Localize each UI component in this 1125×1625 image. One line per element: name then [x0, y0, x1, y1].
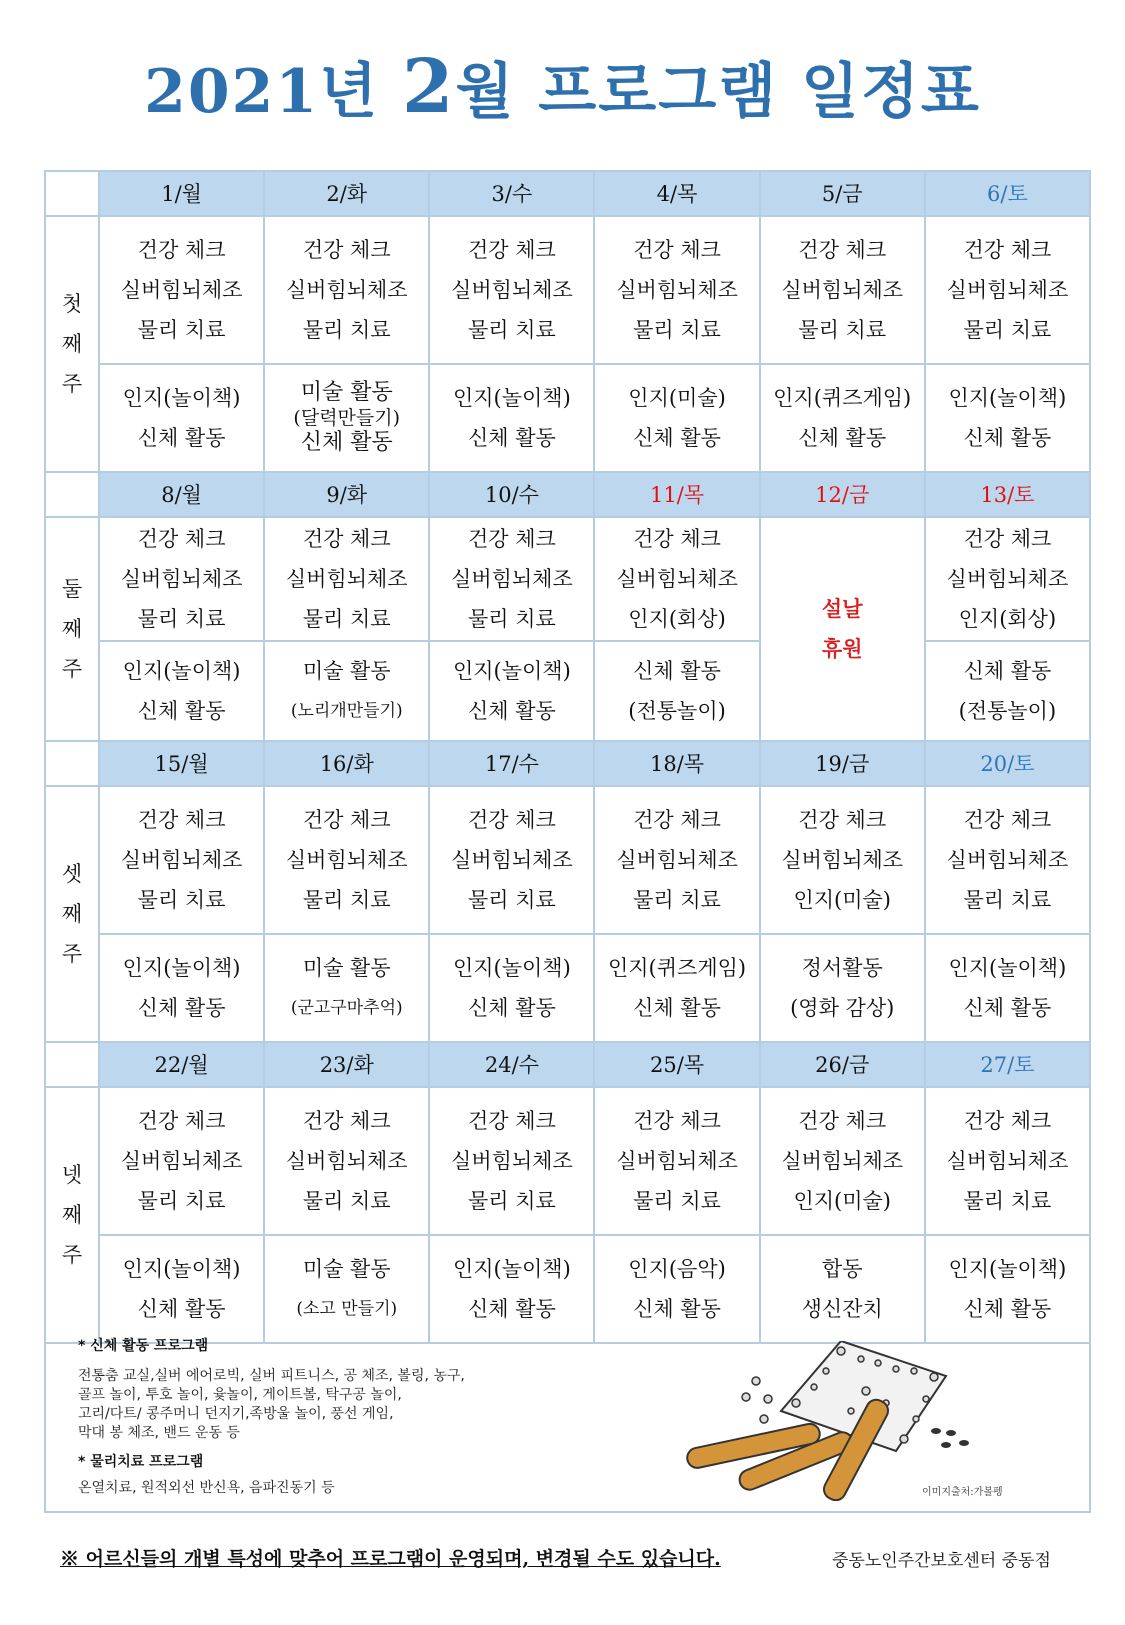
week-label: [45, 517, 99, 741]
day-header: 23/화: [264, 1042, 429, 1087]
morning-cell: [99, 216, 264, 364]
morning-cell: [925, 786, 1090, 934]
activity: 인지(미술): [628, 386, 726, 410]
activity: 실버힘뇌체조: [616, 848, 738, 872]
activity: 건강 체크: [137, 1109, 226, 1133]
activity: 물리 치료: [137, 607, 226, 631]
activity: 신체 활동: [633, 426, 721, 450]
schedule-table: [44, 170, 1091, 1344]
activity: 신체 활동: [963, 426, 1052, 450]
activity: 신체 활동: [467, 426, 556, 450]
morning-cell: [99, 517, 264, 641]
week-label-char: 째: [61, 332, 83, 356]
activity-detail: (전통놀이): [628, 699, 726, 723]
week-label-char: 셋: [61, 862, 83, 886]
activity: 미술 활동: [302, 659, 391, 683]
activity: 물리 치료: [963, 1189, 1052, 1213]
activity: 신체 활동: [963, 996, 1052, 1020]
activity: 건강 체크: [798, 1109, 887, 1133]
activity: 신체 활동: [798, 426, 887, 450]
day-header: 6/토: [925, 171, 1090, 216]
day-header: 8/월: [99, 472, 264, 517]
activity: 물리 치료: [302, 1189, 391, 1213]
activity: 인지(미술): [793, 888, 891, 912]
activity-detail: (노리개만들기): [290, 701, 403, 721]
day-header: 11/목: [594, 472, 759, 517]
activity: 실버힘뇌체조: [451, 848, 573, 872]
activity: 실버힘뇌체조: [616, 567, 738, 591]
activity: 건강 체크: [137, 527, 226, 551]
activity: 실버힘뇌체조: [616, 1149, 738, 1173]
therapy-program-heading: * 물리치료 프로그램: [78, 1454, 204, 1470]
day-header-row: [45, 472, 1090, 517]
physical-program-list: [78, 1367, 598, 1443]
activity: 신체 활동: [137, 699, 226, 723]
activity: 실버힘뇌체조: [451, 278, 573, 302]
activity: 인지(회상): [628, 607, 726, 631]
afternoon-cell: [264, 364, 429, 472]
activity: 인지(놀이책): [452, 956, 571, 980]
activity: 물리 치료: [798, 318, 887, 342]
afternoon-cell: [99, 641, 264, 741]
activity: 물리 치료: [633, 1189, 721, 1213]
activity-detail: (소고 만들기): [296, 1299, 398, 1319]
day-header: 16/화: [264, 741, 429, 786]
activity: 인지(놀이책): [452, 386, 571, 410]
day-header: 10/수: [429, 472, 594, 517]
day-header: 3/수: [429, 171, 594, 216]
afternoon-cell: [429, 364, 594, 472]
activity: 건강 체크: [963, 238, 1052, 262]
day-header: 5/금: [760, 171, 925, 216]
activity: 실버힘뇌체조: [946, 278, 1069, 302]
holiday-text: 설날: [821, 596, 863, 621]
activity: 물리 치료: [302, 318, 391, 342]
activity: 실버힘뇌체조: [946, 567, 1069, 591]
activity: 실버힘뇌체조: [946, 1149, 1069, 1173]
day-header: 9/화: [264, 472, 429, 517]
day-header: 24/수: [429, 1042, 594, 1087]
activity: 실버힘뇌체조: [781, 1149, 904, 1173]
afternoon-cell: [264, 934, 429, 1042]
footer-notice: ※ 어르신들의 개별 특성에 맞추어 프로그램이 운영되며, 변경될 수도 있습니다.: [60, 1548, 721, 1570]
activity: 건강 체크: [467, 527, 556, 551]
activity: 실버힘뇌체조: [781, 278, 904, 302]
activity: 신체 활동: [137, 1297, 226, 1321]
activity: 건강 체크: [633, 1109, 721, 1133]
activity: 실버힘뇌체조: [451, 567, 573, 591]
activity: 실버힘뇌체조: [451, 1149, 573, 1173]
afternoon-cell: [594, 641, 759, 741]
morning-cell: [594, 786, 759, 934]
header-blank-cell: [45, 171, 99, 216]
morning-cell: [429, 1087, 594, 1235]
morning-cell: [594, 216, 759, 364]
afternoon-cell: [925, 641, 1090, 741]
morning-cell: [99, 786, 264, 934]
activity: 합동: [821, 1257, 863, 1281]
week-label-char: 주: [61, 372, 83, 396]
activity: 물리 치료: [963, 888, 1052, 912]
activity: 신체 활동: [633, 1297, 721, 1321]
day-header: 18/목: [594, 741, 759, 786]
morning-row: [45, 216, 1090, 364]
day-header: 27/토: [925, 1042, 1090, 1087]
activity: 인지(놀이책): [122, 1257, 241, 1281]
activity: 실버힘뇌체조: [120, 567, 243, 591]
activity: 인지(놀이책): [122, 659, 241, 683]
week-label-char: 넷: [61, 1163, 83, 1187]
day-header-row: [45, 1042, 1090, 1087]
activity: 물리 치료: [467, 888, 556, 912]
holiday-text: 휴원: [821, 636, 863, 661]
activity: 신체 활동: [963, 1297, 1052, 1321]
activity-detail: (영화 감상): [790, 996, 895, 1020]
morning-cell: [264, 786, 429, 934]
morning-cell: [760, 216, 925, 364]
activity: 인지(미술): [793, 1189, 891, 1213]
activity: 신체 활동: [137, 996, 226, 1020]
activity: 실버힘뇌체조: [285, 1149, 408, 1173]
physical-line: 전통춤 교실,실버 에어로빅, 실버 피트니스, 공 체조, 볼링, 농구,: [78, 1368, 465, 1384]
afternoon-cell: [925, 934, 1090, 1042]
morning-row: [45, 786, 1090, 934]
physical-line: 골프 놀이, 투호 놀이, 윷놀이, 게이트볼, 탁구공 놀이,: [78, 1387, 402, 1403]
morning-cell: [264, 517, 429, 641]
activity: 신체 활동: [467, 1297, 556, 1321]
activity: 인지(놀이책): [122, 386, 241, 410]
activity: 건강 체크: [467, 808, 556, 832]
activity-detail: (군고구마추억): [290, 998, 403, 1018]
day-header: 25/목: [594, 1042, 759, 1087]
activity: 미술 활동: [302, 1257, 391, 1281]
activity: 실버힘뇌체조: [616, 278, 738, 302]
therapy-program-list: [78, 1479, 598, 1498]
title-year: 2021년: [144, 57, 402, 127]
activity: 인지(놀이책): [948, 956, 1067, 980]
day-header-row: [45, 741, 1090, 786]
week-label-char: 째: [61, 1203, 83, 1227]
activity: 신체 활동: [300, 430, 393, 455]
activity: 건강 체크: [467, 238, 556, 262]
week-label-char: 째: [61, 617, 83, 641]
activity: 실버힘뇌체조: [120, 848, 243, 872]
notes-panel: [44, 1323, 1091, 1513]
day-header-row: [45, 171, 1090, 216]
morning-cell: [264, 216, 429, 364]
day-header: 17/수: [429, 741, 594, 786]
activity: 실버힘뇌체조: [946, 848, 1069, 872]
activity: 건강 체크: [137, 238, 226, 262]
header-blank-cell: [45, 741, 99, 786]
week-label-char: 주: [61, 1243, 83, 1267]
day-header: 4/목: [594, 171, 759, 216]
activity: 물리 치료: [137, 1189, 226, 1213]
activity: 건강 체크: [963, 527, 1052, 551]
physical-line: 막대 봉 체조, 밴드 운동 등: [78, 1425, 240, 1441]
afternoon-cell: [429, 934, 594, 1042]
activity: 건강 체크: [633, 527, 721, 551]
activity: 실버힘뇌체조: [285, 848, 408, 872]
therapy-line: 온열치료, 원적외선 반신욕, 음파진동기 등: [78, 1480, 335, 1496]
activity: 물리 치료: [302, 607, 391, 631]
day-header: 15/월: [99, 741, 264, 786]
activity-detail: (전통놀이): [958, 699, 1057, 723]
activity: 인지(놀이책): [452, 1257, 571, 1281]
activity: 신체 활동: [963, 659, 1052, 683]
center-name: 중동노인주간보호센터 중동점: [832, 1551, 1051, 1571]
activity: 건강 체크: [798, 808, 887, 832]
activity: 실버힘뇌체조: [120, 1149, 243, 1173]
activity: 실버힘뇌체조: [285, 567, 408, 591]
morning-cell: [429, 786, 594, 934]
activity-detail: (달력만들기): [293, 407, 401, 429]
day-header: 20/토: [925, 741, 1090, 786]
morning-cell: [429, 216, 594, 364]
morning-row: [45, 517, 1090, 641]
afternoon-cell: [99, 934, 264, 1042]
activity: 건강 체크: [963, 808, 1052, 832]
morning-cell: [264, 1087, 429, 1235]
week-label-char: 둘: [61, 577, 83, 601]
activity: 건강 체크: [302, 1109, 391, 1133]
activity: 물리 치료: [467, 1189, 556, 1213]
activity: 신체 활동: [467, 699, 556, 723]
activity: 미술 활동: [302, 956, 391, 980]
activity: 물리 치료: [467, 318, 556, 342]
week-label-char: 째: [61, 902, 83, 926]
activity: 인지(음악): [628, 1257, 726, 1281]
week-label: [45, 786, 99, 1042]
afternoon-cell: [925, 364, 1090, 472]
activity: 실버힘뇌체조: [781, 848, 904, 872]
activity: 인지(놀이책): [948, 386, 1067, 410]
morning-cell: [99, 1087, 264, 1235]
morning-cell: [925, 216, 1090, 364]
activity: 물리 치료: [467, 607, 556, 631]
day-header: 19/금: [760, 741, 925, 786]
activity: 물리 치료: [302, 888, 391, 912]
page-title: [0, 44, 1125, 130]
title-rest: 월 프로그램 일정표: [455, 57, 981, 127]
activity: 건강 체크: [963, 1109, 1052, 1133]
activity: 물리 치료: [963, 318, 1052, 342]
morning-cell: [925, 517, 1090, 641]
afternoon-cell: [99, 364, 264, 472]
day-header: 2/화: [264, 171, 429, 216]
yut-game-illustration: [646, 1341, 1006, 1501]
activity: 인지(놀이책): [122, 956, 241, 980]
day-header: 12/금: [760, 472, 925, 517]
activity: 신체 활동: [137, 426, 226, 450]
week-label: [45, 216, 99, 472]
activity: 건강 체크: [467, 1109, 556, 1133]
activity: 건강 체크: [633, 808, 721, 832]
morning-cell: [594, 1087, 759, 1235]
header-blank-cell: [45, 472, 99, 517]
activity: 건강 체크: [302, 238, 391, 262]
morning-cell: [429, 517, 594, 641]
activity: 실버힘뇌체조: [285, 278, 408, 302]
activity: 물리 치료: [633, 318, 721, 342]
morning-row: [45, 1087, 1090, 1235]
activity: 생신잔치: [801, 1297, 883, 1321]
activity: 인지(회상): [958, 607, 1057, 631]
week-label-char: 첫: [61, 292, 83, 316]
afternoon-cell: [594, 364, 759, 472]
physical-program-heading: * 신체 활동 프로그램: [78, 1338, 209, 1354]
activity: 건강 체크: [302, 808, 391, 832]
afternoon-cell: [760, 364, 925, 472]
activity: 신체 활동: [633, 996, 721, 1020]
activity: 실버힘뇌체조: [120, 278, 243, 302]
activity: 인지(퀴즈게임): [773, 386, 912, 410]
afternoon-cell: [760, 934, 925, 1042]
week-label-char: 주: [61, 657, 83, 681]
activity: 물리 치료: [633, 888, 721, 912]
afternoon-row: [45, 641, 1090, 741]
afternoon-cell: [594, 934, 759, 1042]
physical-line: 고리/다트/ 콩주머니 던지기,족방울 놀이, 풍선 게임,: [78, 1406, 394, 1422]
day-header: 22/월: [99, 1042, 264, 1087]
morning-cell: [760, 1087, 925, 1235]
morning-cell: [760, 786, 925, 934]
activity: 물리 치료: [137, 888, 226, 912]
day-header: 13/토: [925, 472, 1090, 517]
activity: 건강 체크: [633, 238, 721, 262]
activity: 미술 활동: [300, 380, 393, 405]
activity: 신체 활동: [633, 659, 721, 683]
header-blank-cell: [45, 1042, 99, 1087]
title-month: 2: [401, 44, 456, 130]
activity: 정서활동: [801, 956, 883, 980]
activity: 물리 치료: [137, 318, 226, 342]
day-header: 1/월: [99, 171, 264, 216]
activity: 신체 활동: [467, 996, 556, 1020]
activity: 인지(놀이책): [948, 1257, 1067, 1281]
activity: 인지(퀴즈게임): [607, 956, 747, 980]
holiday-cell: [760, 517, 925, 741]
activity: 건강 체크: [302, 527, 391, 551]
afternoon-cell: [429, 641, 594, 741]
morning-cell: [925, 1087, 1090, 1235]
activity: 건강 체크: [137, 808, 226, 832]
activity: 건강 체크: [798, 238, 887, 262]
afternoon-row: [45, 934, 1090, 1042]
activity: 인지(놀이책): [452, 659, 571, 683]
week-label-char: 주: [61, 942, 83, 966]
morning-cell: [594, 517, 759, 641]
afternoon-row: [45, 364, 1090, 472]
week-label: [45, 1087, 99, 1343]
day-header: 26/금: [760, 1042, 925, 1087]
afternoon-cell: [264, 641, 429, 741]
image-credit: 이미지출처:가볼펭: [922, 1487, 1003, 1498]
